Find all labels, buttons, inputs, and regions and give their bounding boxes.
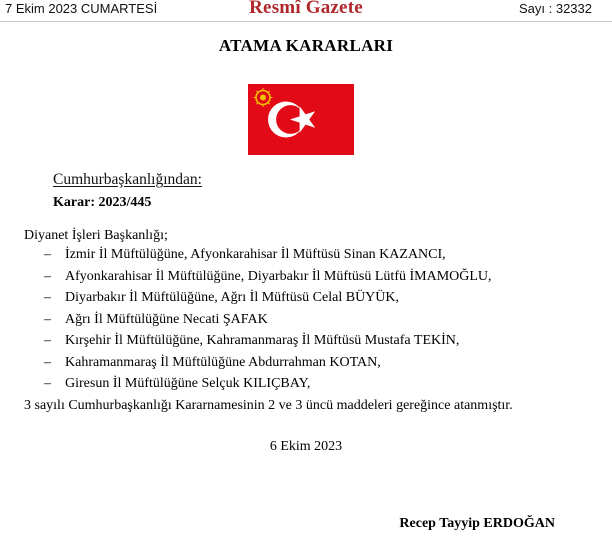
decision-number: Karar: 2023/445 bbox=[53, 195, 152, 210]
turkish-flag-icon bbox=[248, 84, 354, 155]
list-item-text: Diyarbakır İl Müftülüğüne, Ağrı İl Müftüsü Celal BÜYÜK, bbox=[65, 290, 400, 305]
header-date: 7 Ekim 2023 CUMARTESİ bbox=[5, 1, 158, 16]
decision-date: 6 Ekim 2023 bbox=[269, 439, 343, 454]
closing-statement: 3 sayılı Cumhurbaşkanlığı Kararnamesinin 2 ve 3 üncü maddeleri gereğince atanmıştır. bbox=[24, 398, 513, 413]
list-dash: – bbox=[44, 333, 51, 348]
list-dash: – bbox=[44, 354, 51, 370]
intro-text: Diyanet İşleri Başkanlığı; bbox=[24, 228, 168, 243]
issuing-authority: Cumhurbaşkanlığından: bbox=[53, 171, 202, 188]
list-item-text: Kırşehir İl Müftülüğüne, Kahramanmaraş İl Müftüsü Mustafa TEKİN, bbox=[65, 333, 460, 348]
list-dash: – bbox=[44, 376, 51, 391]
signature: Recep Tayyip ERDOĞAN bbox=[399, 516, 555, 531]
list-dash: – bbox=[44, 311, 51, 327]
list-item-text: İzmir İl Müftülüğüne, Afyonkarahisar İl Müftüsü Sinan KAZANCI, bbox=[65, 247, 446, 262]
list-dash: – bbox=[44, 268, 51, 284]
page-title: ATAMA KARARLARI bbox=[218, 36, 394, 55]
issue-number: Sayı : 32332 bbox=[519, 1, 592, 16]
list-dash: – bbox=[44, 247, 51, 262]
list-item-text: Ağrı İl Müftülüğüne Necati ŞAFAK bbox=[65, 311, 268, 327]
list-dash: – bbox=[44, 290, 51, 305]
list-item-text: Afyonkarahisar İl Müftülüğüne, Diyarbakır İl Müftüsü Lütfü İMAMOĞLU, bbox=[65, 268, 492, 284]
list-item-text: Giresun İl Müftülüğüne Selçuk KILIÇBAY, bbox=[65, 376, 311, 391]
header-divider bbox=[0, 21, 612, 22]
list-item-text: Kahramanmaraş İl Müftülüğüne Abdurrahman KOTAN, bbox=[65, 354, 381, 370]
gazette-name: Resmî Gazete bbox=[249, 0, 363, 18]
